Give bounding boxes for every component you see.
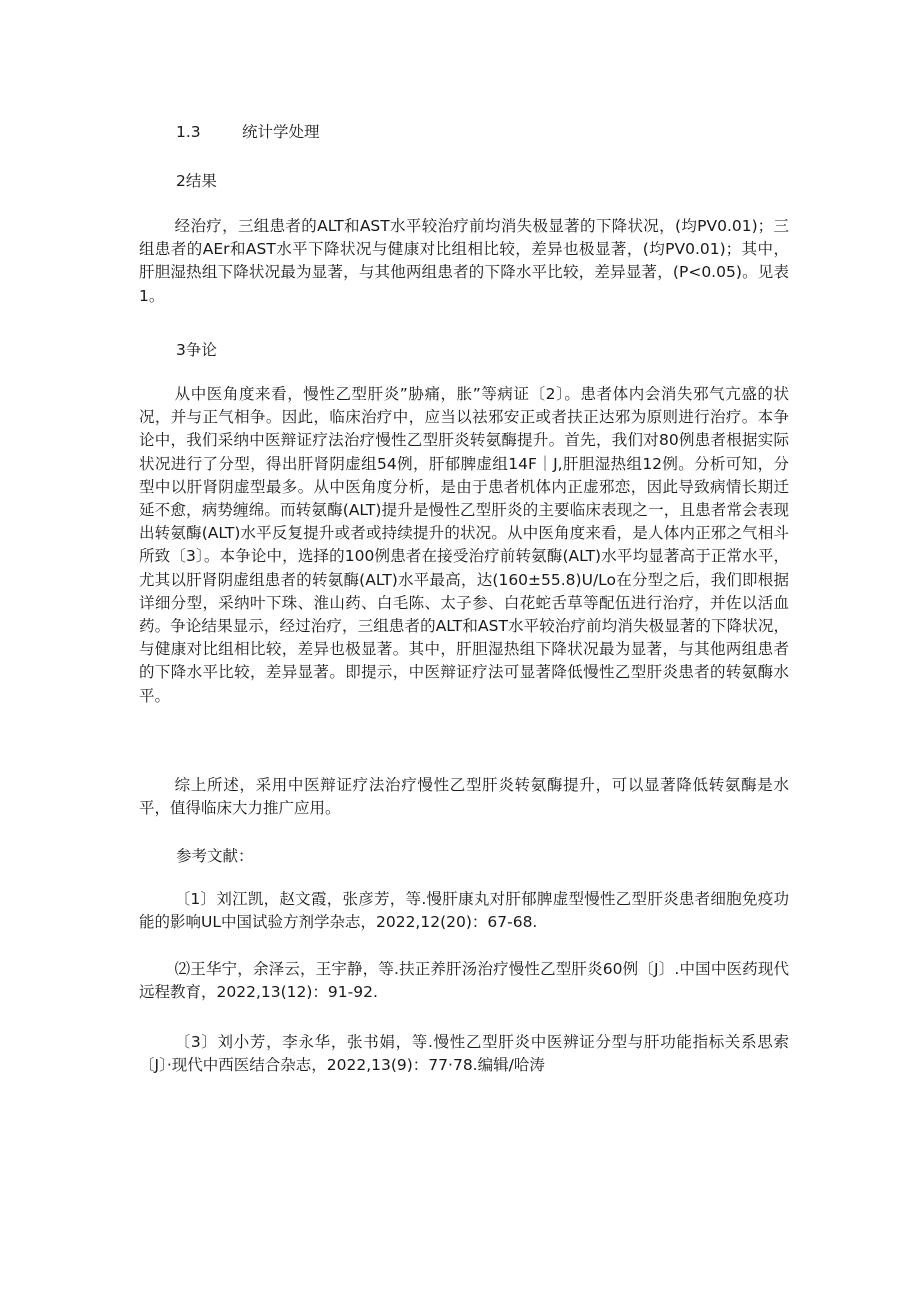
section-title: 统计学处理: [242, 123, 320, 141]
section-heading-results: 2结果: [176, 172, 217, 190]
section-number: 1.3: [176, 123, 201, 141]
reference-item: 〔3〕刘小芳，李永华，张书娟，等.慢性乙型肝炎中医辨证分型与肝功能指标关系思索〔J〕·现代中西医结合杂志，2022,13(9)：77·78.编辑/哈涛: [139, 1033, 789, 1075]
reference-item: 〔1〕刘江凯，赵文霞，张彦芳，等.慢肝康丸对肝郁脾虚型慢性乙型肝炎患者细胞免疫功能的影响UL中国试验方剂学杂志，2022,12(20)：67-68.: [139, 890, 789, 932]
reference-item: ⑵王华宁，余泽云，王宇静，等.扶正养肝汤治疗慢性乙型肝炎60例〔J〕.中国中医药现代远程教育，2022,13(12)：91-92.: [139, 960, 789, 1002]
results-paragraph: 经治疗，三组患者的ALT和AST水平较治疗前均消失极显著的下降状况，(均PV0.01)；三组患者的AEr和AST水平下降状况与健康对比组相比较，差异也极显著，(均PV0.01)；其中，肝胆湿热组下降状况最为显著，与其他两组患者的下降水平比较，差异显著，(P<0.05)。见表1。: [139, 217, 789, 305]
conclusion-paragraph: 综上所述，采用中医辩证疗法治疗慢性乙型肝炎转氨酶提升，可以显著降低转氨酶是水平，值得临床大力推广应用。: [139, 776, 789, 818]
references-heading: 参考文献：: [176, 847, 254, 865]
discussion-paragraph: 从中医角度来看，慢性乙型肝炎”胁痛，胀”等病证〔2〕。患者体内会消失邪气亢盛的状况，并与正气相争。因此，临床治疗中，应当以祛邪安正或者扶正达邪为原则进行治疗。本争论中，我们采纳中医辩证疗法治疗慢性乙型肝炎转氨酶提升。首先，我们对80例患者根据实际状况进行了分型，得出肝肾阴虚组54例，肝郁脾虚组14F｜J,肝胆湿热组12例。分析可知，分型中以肝肾阴虚型最多。从中医角度分析，是由于患者机体内正虚邪恋，因此导致病情长期迁延不愈，病势缠绵。而转氨酶(ALT)提升是慢性乙型肝炎的主要临床表现之一，且患者常会表现出转氨酶(ALT)水平反复提升或者或持续提升的状况。从中医角度来看，是人体内正邪之气相斗所致〔3〕。本争论中，选择的100例患者在接受治疗前转氨酶(ALT)水平均显著高于正常水平，尤其以肝肾阴虚组患者的转氨酶(ALT)水平最高，达(160±55.8)U/Lo在分型之后，我们即根据详细分型，采纳叶下珠、淮山药、白毛陈、太子参、白花蛇舌草等配伍进行治疗，并佐以活血药。争论结果显示，经过治疗，三组患者的ALT和AST水平较治疗前均消失极显著的下降状况，与健康对比组相比较，差异也极显著。其中，肝胆湿热组下降状况最为显著，与其他两组患者的下降水平比较，差异显著。即提示，中医辩证疗法可显著降低慢性乙型肝炎患者的转氨酶水平。: [139, 385, 789, 705]
section-heading-discussion: 3争论: [176, 341, 217, 359]
section-heading-1-3: [176, 121, 320, 143]
